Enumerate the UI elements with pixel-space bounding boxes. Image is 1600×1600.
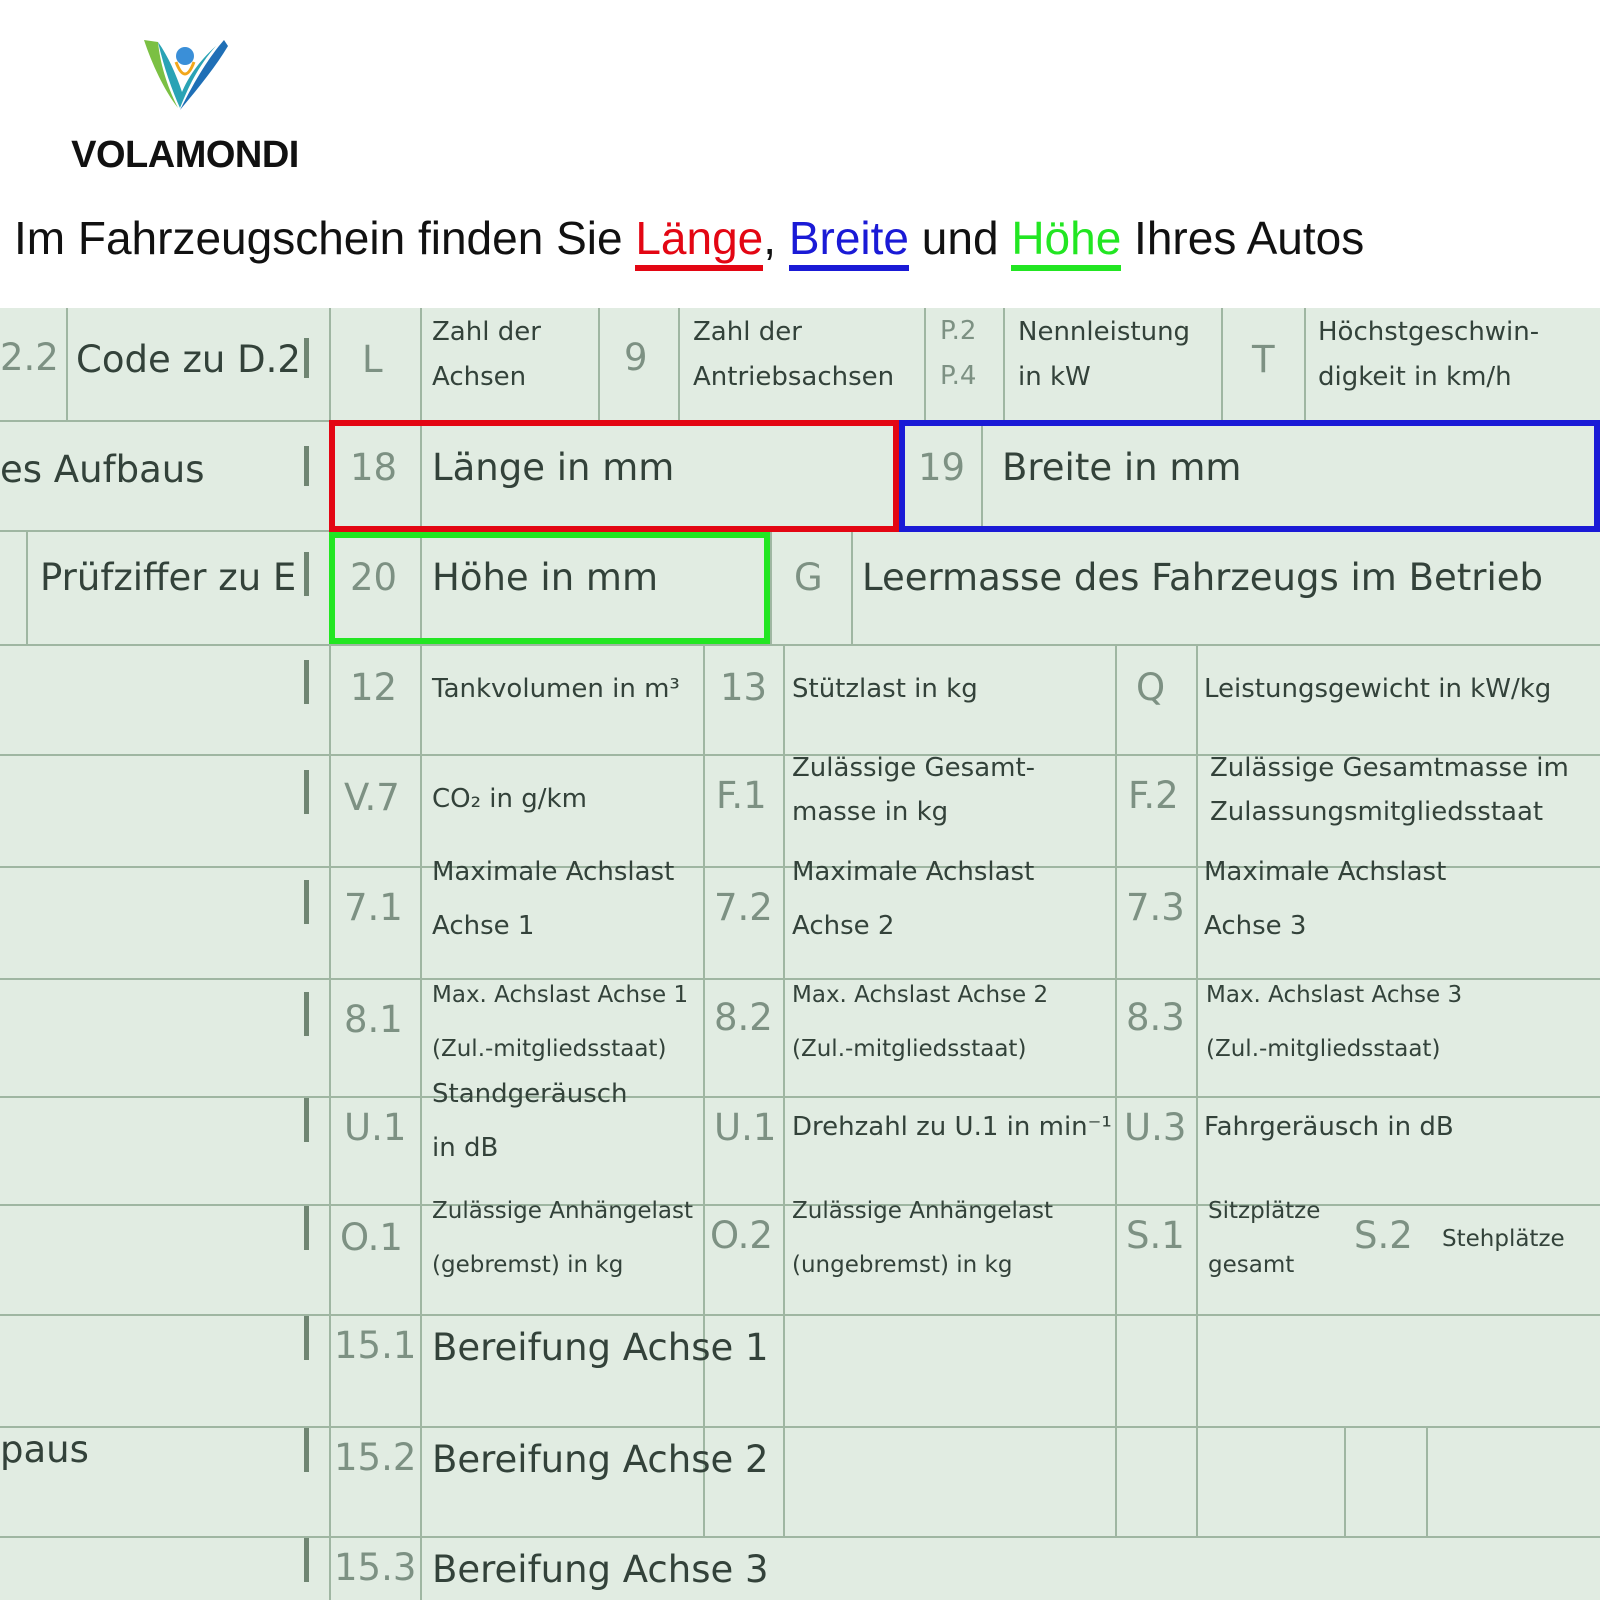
separator-mark (304, 446, 309, 486)
headline-breite: Breite (789, 211, 909, 271)
field-code-18: 18 (350, 446, 398, 489)
highlight-breite-box (899, 420, 1600, 532)
column-line (1221, 308, 1223, 420)
field-code-8-2: 8.2 (714, 996, 773, 1039)
field-label-bereifung-2: Bereifung Achse 2 (432, 1438, 769, 1481)
column-line (924, 308, 926, 420)
headline-comma: , (763, 212, 789, 264)
field-label-tankvolumen: Tankvolumen in m³ (432, 674, 680, 704)
column-line (66, 308, 68, 420)
headline-text-before: Im Fahrzeugschein finden Sie (14, 212, 636, 264)
column-line (783, 644, 785, 1536)
field-label-achsen-1: Zahl der (432, 317, 541, 347)
field-label-code-d2: Code zu D.2 (76, 338, 301, 381)
field-label-co2: CO₂ in g/km (432, 784, 587, 814)
headline (14, 208, 1364, 271)
vehicle-registration-document (0, 308, 1600, 1600)
field-label-antriebsachsen-1: Zahl der (693, 317, 802, 347)
field-label-leermasse: Leermasse des Fahrzeugs im Betrieb (862, 556, 1543, 599)
column-line (598, 308, 600, 420)
field-label-achslast-2a: Maximale Achslast (792, 857, 1035, 887)
headline-laenge: Länge (635, 211, 763, 271)
separator-mark (304, 552, 309, 596)
field-label-max-achslast-1a: Max. Achslast Achse 1 (432, 982, 689, 1008)
field-code-s2: S.2 (1354, 1214, 1413, 1257)
field-code-20: 20 (350, 556, 398, 599)
field-label-achsen-2: Achsen (432, 362, 527, 392)
separator-mark (304, 1206, 309, 1250)
separator-mark (304, 1098, 309, 1142)
volamondi-v-icon (138, 34, 230, 114)
field-code-t: T (1252, 338, 1275, 381)
field-code-u1: U.1 (344, 1106, 407, 1149)
column-line (26, 532, 28, 644)
field-label-pruefziffer: Prüfziffer zu E (40, 556, 297, 599)
separator-mark (304, 660, 309, 704)
field-label-sitzplaetze-1: Sitzplätze (1208, 1198, 1321, 1224)
column-line (1115, 644, 1117, 1536)
field-label-gesamtmasse-staat-2: Zulassungsmitgliedsstaat (1210, 797, 1544, 827)
field-code-v7: V.7 (344, 776, 400, 819)
column-line (851, 532, 853, 644)
separator-mark (304, 880, 309, 924)
brand-name: VOLAMONDI (71, 134, 299, 176)
column-line (1003, 308, 1005, 420)
field-code-9: 9 (624, 336, 648, 379)
column-line (703, 644, 705, 1536)
field-code-p4: P.4 (940, 361, 977, 391)
field-code-l: L (362, 338, 383, 381)
field-label-hoechstgeschwindigkeit-1: Höchstgeschwin- (1318, 317, 1540, 347)
field-code-f2: F.2 (1128, 774, 1179, 817)
field-label-aufbau-2: paus (0, 1428, 89, 1471)
column-line (770, 532, 772, 644)
field-code-p2: P.2 (940, 316, 977, 346)
field-label-achslast-3b: Achse 3 (1204, 911, 1307, 941)
field-label-drehzahl: Drehzahl zu U.1 in min⁻¹ (792, 1112, 1112, 1142)
field-label-bereifung-3: Bereifung Achse 3 (432, 1548, 769, 1591)
field-label-sitzplaetze-2: gesamt (1208, 1252, 1295, 1278)
separator-mark (304, 992, 309, 1036)
field-label-max-achslast-3b: (Zul.-mitgliedsstaat) (1206, 1036, 1441, 1062)
field-code-2-2: 2.2 (0, 336, 59, 379)
field-label-fahrgeraeusch: Fahrgeräusch in dB (1204, 1112, 1454, 1142)
column-line (678, 308, 680, 420)
field-label-gesamtmasse-staat-1: Zulässige Gesamtmasse im (1210, 753, 1569, 783)
field-code-q: Q (1136, 666, 1166, 709)
column-line (1344, 1426, 1346, 1536)
field-label-anhaengelast-gebremst-2: (gebremst) in kg (432, 1252, 624, 1278)
field-code-13: 13 (720, 666, 768, 709)
field-code-u3: U.3 (1124, 1106, 1187, 1149)
headline-und: und (909, 212, 1012, 264)
field-label-max-achslast-2a: Max. Achslast Achse 2 (792, 982, 1049, 1008)
field-code-g: G (794, 556, 823, 599)
separator-mark (304, 338, 309, 378)
field-label-leistungsgewicht: Leistungsgewicht in kW/kg (1204, 674, 1552, 704)
field-code-8-1: 8.1 (344, 998, 403, 1041)
field-code-19: 19 (918, 446, 966, 489)
field-label-hoechstgeschwindigkeit-2: digkeit in km/h (1318, 362, 1512, 392)
field-code-s1: S.1 (1126, 1214, 1185, 1257)
field-label-max-achslast-3a: Max. Achslast Achse 3 (1206, 982, 1463, 1008)
field-label-max-achslast-2b: (Zul.-mitgliedsstaat) (792, 1036, 1027, 1062)
field-code-15-1: 15.1 (334, 1324, 417, 1367)
field-label-anhaengelast-ungebremst-2: (ungebremst) in kg (792, 1252, 1013, 1278)
row-line (0, 1314, 1600, 1316)
field-label-achslast-1a: Maximale Achslast (432, 857, 675, 887)
field-code-8-3: 8.3 (1126, 996, 1185, 1039)
separator-mark (304, 1428, 309, 1472)
field-label-anhaengelast-ungebremst-1: Zulässige Anhängelast (792, 1198, 1054, 1224)
field-code-o1: O.1 (340, 1216, 403, 1259)
field-label-gesamtmasse-2: masse in kg (792, 797, 949, 827)
field-label-antriebsachsen-2: Antriebsachsen (693, 362, 895, 392)
highlight-laenge-box (329, 420, 899, 532)
field-label-breite: Breite in mm (1002, 446, 1242, 489)
field-code-7-2: 7.2 (714, 886, 773, 929)
field-label-bereifung-1: Bereifung Achse 1 (432, 1326, 769, 1369)
field-code-7-1: 7.1 (344, 886, 403, 929)
highlight-hoehe-box (329, 532, 770, 644)
row-line (0, 1096, 1600, 1098)
field-label-stehplaetze: Stehplätze (1442, 1226, 1565, 1252)
field-label-standgeraeusch-2: in dB (432, 1133, 499, 1163)
field-label-max-achslast-1b: (Zul.-mitgliedsstaat) (432, 1036, 667, 1062)
field-code-o2: O.2 (710, 1214, 773, 1257)
field-code-15-2: 15.2 (334, 1436, 417, 1479)
field-code-u1-drehzahl: U.1 (714, 1106, 777, 1149)
row-line (0, 1426, 1600, 1428)
field-label-hoehe: Höhe in mm (432, 556, 659, 599)
field-code-f1: F.1 (716, 774, 767, 817)
field-label-stuetzlast: Stützlast in kg (792, 674, 978, 704)
column-line (1196, 644, 1198, 1536)
column-line (1304, 308, 1306, 420)
field-label-achslast-3a: Maximale Achslast (1204, 857, 1447, 887)
field-label-aufbau: es Aufbaus (0, 448, 205, 491)
separator-mark (304, 1538, 309, 1582)
headline-hoehe: Höhe (1011, 211, 1121, 271)
field-label-achslast-1b: Achse 1 (432, 911, 535, 941)
field-code-12: 12 (350, 666, 398, 709)
separator-mark (304, 770, 309, 814)
field-label-achslast-2b: Achse 2 (792, 911, 895, 941)
field-code-15-3: 15.3 (334, 1546, 417, 1589)
field-label-anhaengelast-gebremst-1: Zulässige Anhängelast (432, 1198, 694, 1224)
row-line (0, 644, 1600, 646)
field-label-nennleistung-1: Nennleistung (1018, 317, 1191, 347)
headline-text-after: Ihres Autos (1121, 212, 1365, 264)
field-label-gesamtmasse-1: Zulässige Gesamt- (792, 753, 1036, 783)
field-label-laenge: Länge in mm (432, 446, 675, 489)
field-label-nennleistung-2: in kW (1018, 362, 1091, 392)
field-code-7-3: 7.3 (1126, 886, 1185, 929)
column-line (1426, 1426, 1428, 1536)
separator-mark (304, 1316, 309, 1360)
volamondi-logo (50, 34, 320, 184)
row-line (0, 1536, 1600, 1538)
field-label-standgeraeusch-1: Standgeräusch (432, 1079, 628, 1109)
